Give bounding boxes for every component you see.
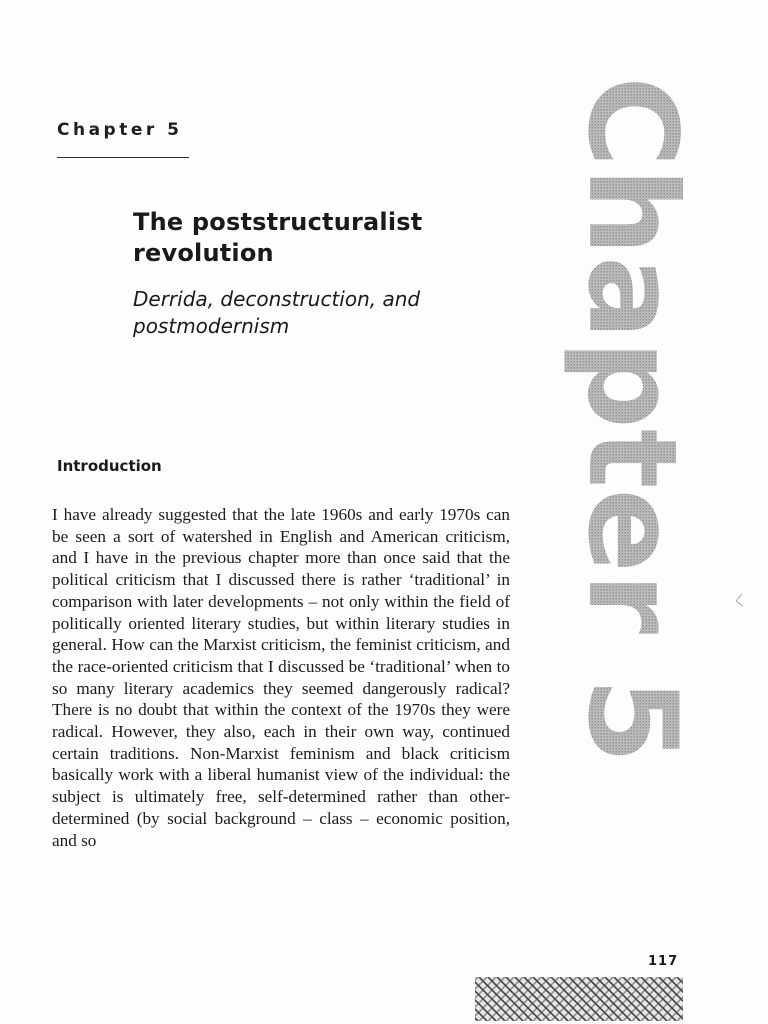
footer-decorative-pattern xyxy=(475,977,683,1021)
chapter-subtitle: Derrida, deconstruction, and postmodernism xyxy=(133,287,421,338)
section-heading: Introduction xyxy=(57,457,162,475)
vertical-chapter-decoration xyxy=(560,70,710,770)
stray-pencil-mark xyxy=(732,592,746,610)
chapter-rule xyxy=(57,157,189,158)
vertical-chapter-text: Chapter 5 xyxy=(561,76,703,751)
body-paragraph: I have already suggested that the late 1960s and early 1970s can be seen a sort of watershed in English and American criticism, and I have in the previous chapter more than once said that the political criticism that I discussed there is rather ‘traditional’ in comparison with later developments – not only within the field of politically oriented literary studies, but within literary studies in general. How can the Marxist criticism, the feminist criticism, and the race-oriented criticism that I discussed be ‘traditional’ when to so many literary academics they seemed dangerously radical? There is no doubt that within the context of the 1970s they were radical. However, they also, each in their own way, continued certain traditions. Non-Marxist feminism and black criticism basically work with a liberal humanist view of the individual: the subject is ultimately free, self-determined rather than other-determined (by social background – class – economic position, and so xyxy=(52,505,510,850)
chapter-title: The poststructuralist revolution xyxy=(133,208,423,267)
page-number: 117 xyxy=(648,954,679,969)
chapter-label: Chapter 5 xyxy=(57,120,183,140)
